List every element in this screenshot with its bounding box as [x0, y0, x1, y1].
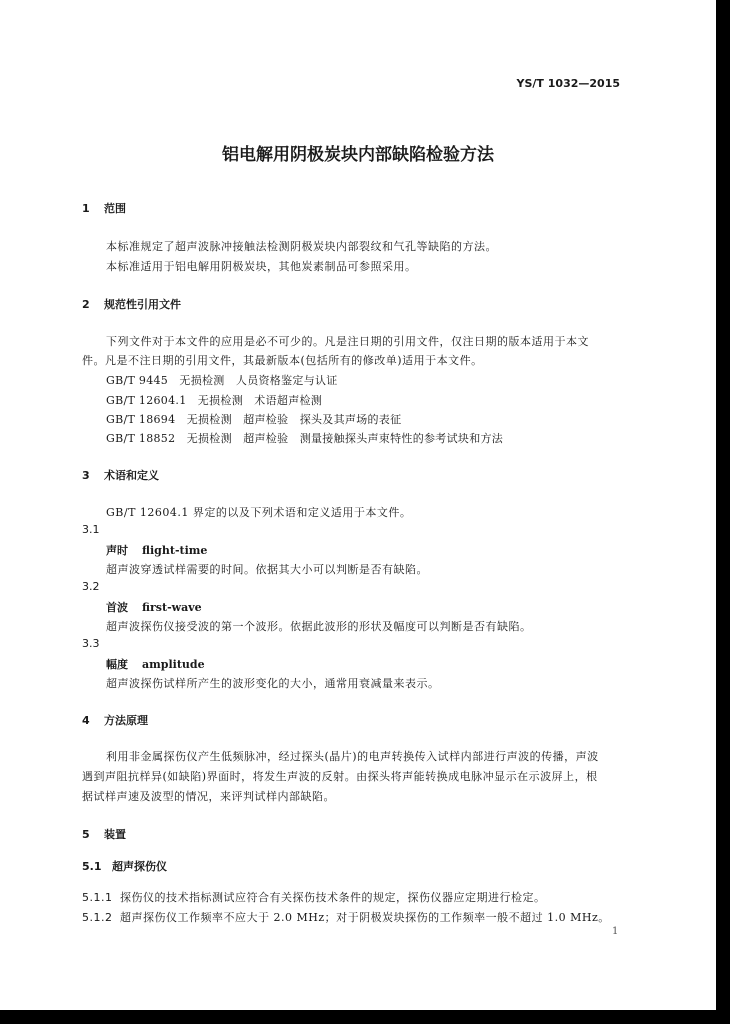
section-1-paragraph-2: 本标准适用于铝电解用阴极炭块，其他炭素制品可参照采用。: [106, 260, 417, 273]
section-4-paragraph-line-1: 利用非金属探伤仪产生低频脉冲，经过探头(晶片)的电声转换传入试样内部进行声波的传播，声波: [106, 750, 599, 763]
reference-item: GB/T 18852 无损检测 超声检验 测量接触探头声束特性的参考试块和方法: [106, 432, 504, 445]
term-number: 3.2: [82, 580, 100, 593]
section-2-paragraph-line-2: 件。凡是不注日期的引用文件，其最新版本(包括所有的修改单)适用于本文件。: [82, 354, 483, 367]
section-5-heading: 5 装置: [82, 828, 126, 841]
reference-item: GB/T 12604.1 无损检测 术语超声检测: [106, 394, 323, 407]
reference-item: GB/T 18694 无损检测 超声检验 探头及其声场的表征: [106, 413, 402, 426]
section-3-heading: 3 术语和定义: [82, 469, 159, 482]
term-number: 3.3: [82, 637, 100, 650]
clause-item: 5.1.1 探伤仪的技术指标测试应符合有关探伤技术条件的规定，探伤仪器应定期进行检定。: [82, 891, 546, 904]
document-title: 铝电解用阴极炭块内部缺陷检验方法: [222, 145, 494, 165]
term-heading: 声时 flight-time: [106, 544, 208, 557]
term-definition: 超声波探伤试样所产生的波形变化的大小，通常用衰减量来表示。: [106, 677, 440, 690]
standard-number: YS/T 1032—2015: [516, 77, 620, 90]
page-number: 1: [612, 926, 619, 937]
section-3-intro: GB/T 12604.1 界定的以及下列术语和定义适用于本文件。: [106, 506, 412, 519]
section-1-heading: 1 范围: [82, 202, 126, 215]
section-2-heading: 2 规范性引用文件: [82, 298, 181, 311]
section-2-paragraph-line-1: 下列文件对于本文件的应用是必不可少的。凡是注日期的引用文件，仅注日期的版本适用于本文: [106, 335, 589, 348]
section-4-heading: 4 方法原理: [82, 714, 148, 727]
term-number: 3.1: [82, 523, 100, 536]
section-4-paragraph-line-2: 遇到声阻抗样异(如缺陷)界面时，将发生声波的反射。由探头将声能转换成电脉冲显示在示波屏上，根: [82, 770, 598, 783]
reference-item: GB/T 9445 无损检测 人员资格鉴定与认证: [106, 374, 338, 387]
section-1-paragraph-1: 本标准规定了超声波脉冲接触法检测阴极炭块内部裂纹和气孔等缺陷的方法。: [106, 240, 497, 253]
subsection-5-1-heading: 5.1 超声探伤仪: [82, 860, 167, 873]
clause-item: 5.1.2 超声探伤仪工作频率不应大于 2.0 MHz；对于阴极炭块探伤的工作频率一般不超过 1.0 MHz。: [82, 911, 610, 924]
term-definition: 超声波探伤仪接受波的第一个波形。依据此波形的形状及幅度可以判断是否有缺陷。: [106, 620, 532, 633]
term-heading: 首波 first-wave: [106, 601, 202, 614]
term-heading: 幅度 amplitude: [106, 658, 205, 671]
section-4-paragraph-line-3: 据试样声速及波型的情况，来评判试样内部缺陷。: [82, 790, 335, 803]
term-definition: 超声波穿透试样需要的时间。依据其大小可以判断是否有缺陷。: [106, 563, 428, 576]
